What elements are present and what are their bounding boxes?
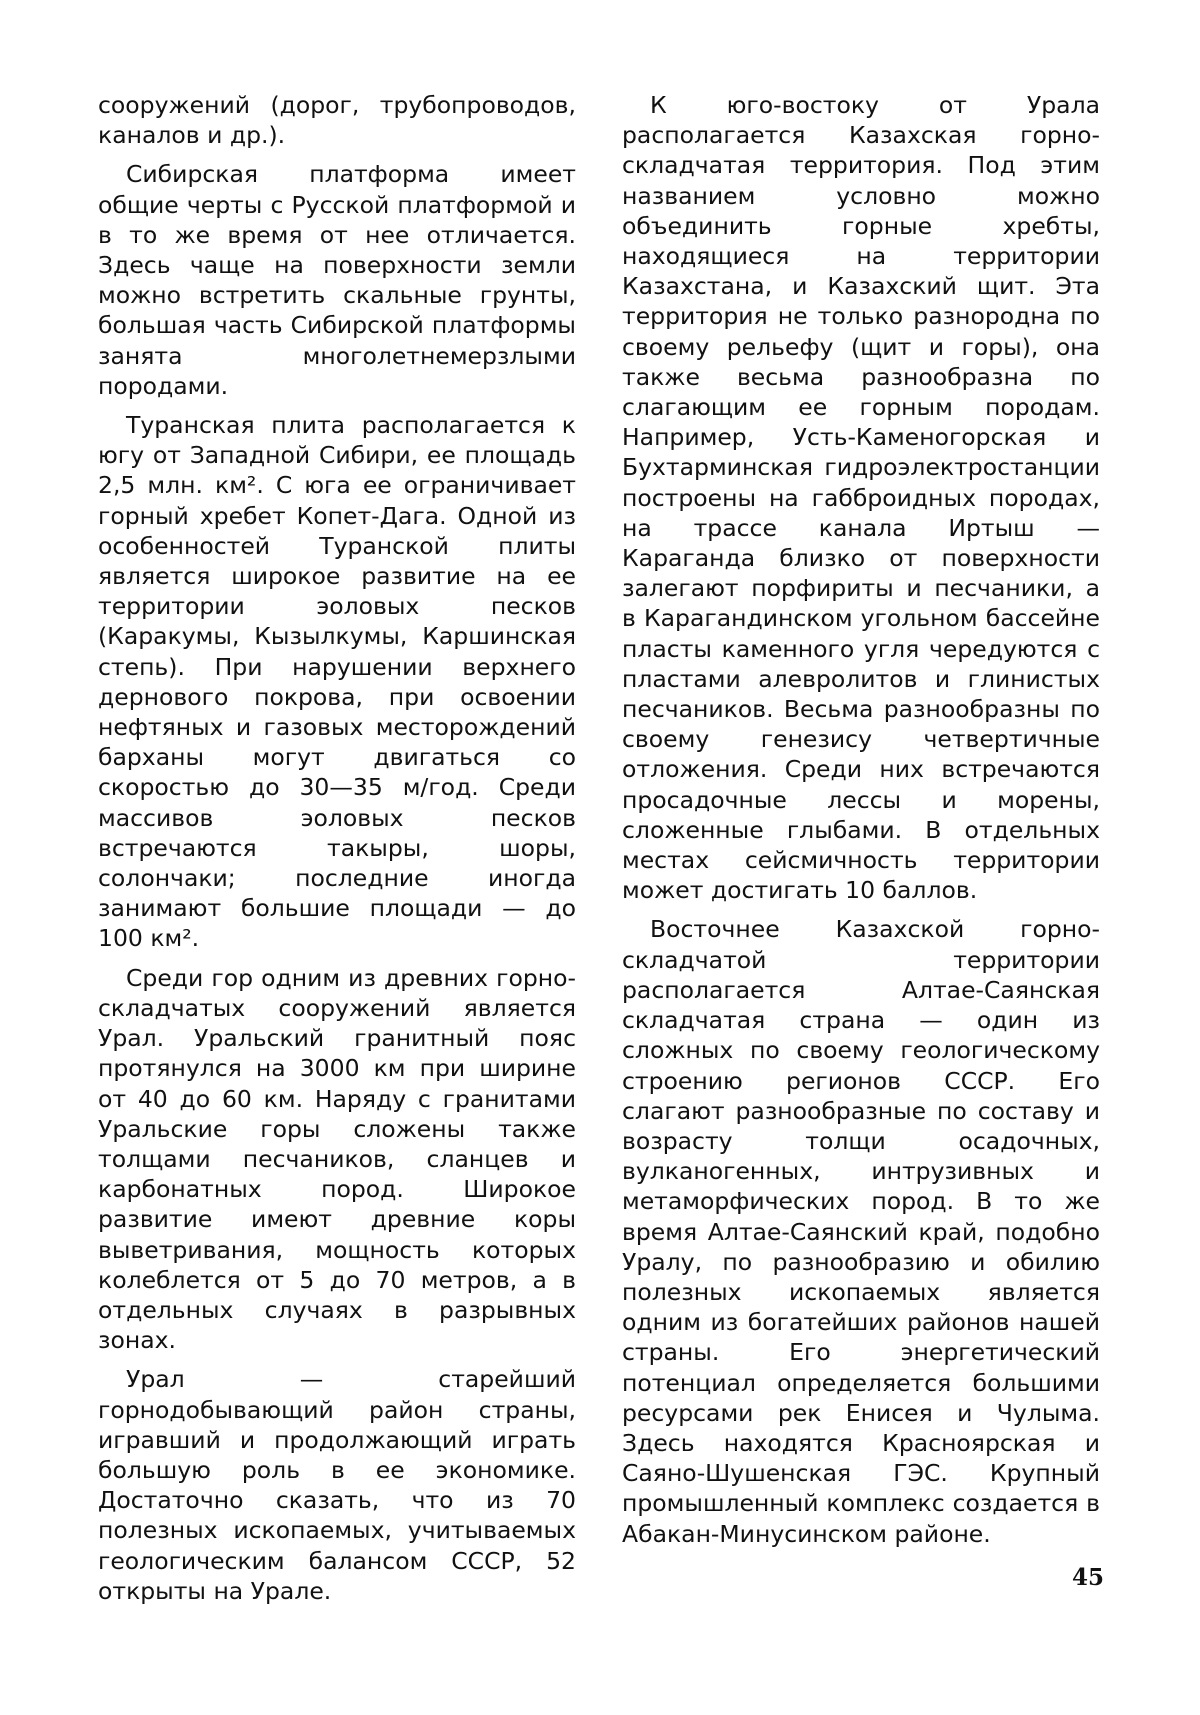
right-column	[622, 90, 1100, 1558]
paragraph-altai-sayan: Восточнее Казахской горно-складчатой территории располагается Алтае-Саянская складчатая страна — один из сложных по своему геологическому строению регионов СССР. Его слагают разнообразные по составу и возрасту толщи осадочных, вулканогенных, интрузивных и метаморфических пород. В то же время Алтае-Саянский край, подобно Уралу, по разнообразию и обилию полезных ископаемых является одним из богатейших районов нашей страны. Его энергетический потенциал определяется большими ресурсами рек Енисея и Чулыма. Здесь находятся Красноярская и Саяно-Шушенская ГЭС. Крупный промышленный комплекс создается в Абакан-Минусинском районе.	[622, 915, 1100, 1548]
paragraph-turan-plate: Туранская плита располагается к югу от Западной Сибири, ее площадь 2,5 млн. км². С юга ее ограничивает горный хребет Копет-Дага. Одной из особенностей Туранской плиты является широкое развитие на ее территории эоловых песков (Каракумы, Кызылкумы, Каршинская степь). При нарушении верхнего дернового покрова, при освоении нефтяных и газовых месторождений барханы могут двигаться со скоростью до 30—35 м/год. Среди массивов эоловых песков встречаются такыры, шоры, солончаки; последние иногда занимают большие площади — до 100 км².	[98, 411, 576, 953]
paragraph-structures-continued: сооружений (дорог, трубопроводов, каналов и др.).	[98, 91, 576, 150]
paragraph-ural-mining: Урал — старейший горнодобывающий район страны, игравший и продолжающий играть большую роль в ее экономике. Достаточно сказать, что из 70 полезных ископаемых, учитываемых геологическим балансом СССР, 52 открыты на Урале.	[98, 1365, 576, 1605]
page-number: 45	[1072, 1564, 1105, 1591]
paragraph-kazakh-territory: К юго-востоку от Урала располагается Казахская горно-складчатая территория. Под этим названием условно можно объединить горные хребты, находящиеся на территории Казахстана, и Казахский щит. Эта территория не только разнородна по своему рельефу (щит и горы), она также весьма разнообразна по слагающим ее горным породам. Например, Усть-Каменогорская и Бухтарминская гидроэлектростанции построены на габброидных породах, на трассе канала Иртыш — Караганда близко от поверхности залегают порфириты и песчаники, а в Карагандинском угольном бассейне пласты каменного угля чередуются с пластами алевролитов и глинистых песчаников. Весьма разнообразны по своему генезису четвертичные отложения. Среди них встречаются просадочные лессы и морены, сложенные глыбами. В отдельных местах сейсмичность территории может достигать 10 баллов.	[622, 91, 1100, 905]
paragraph-ural-mountains: Среди гор одним из древних горно-складчатых сооружений является Урал. Уральский гранитный пояс протянулся на 3000 км при ширине от 40 до 60 км. Наряду с гранитами Уральские горы сложены также толщами песчаников, сланцев и карбонатных пород. Широкое развитие имеют древние коры выветривания, мощность которых колеблется от 5 до 70 метров, а в отдельных случаях в разрывных зонах.	[98, 963, 576, 1355]
paragraph-siberian-platform: Сибирская платформа имеет общие черты с Русской платформой и в то же время от нее отличается. Здесь чаще на поверхности земли можно встретить скальные грунты, большая часть Сибирской платформы занята многолетнемерзлыми породами.	[98, 160, 576, 400]
left-column	[98, 90, 576, 1615]
